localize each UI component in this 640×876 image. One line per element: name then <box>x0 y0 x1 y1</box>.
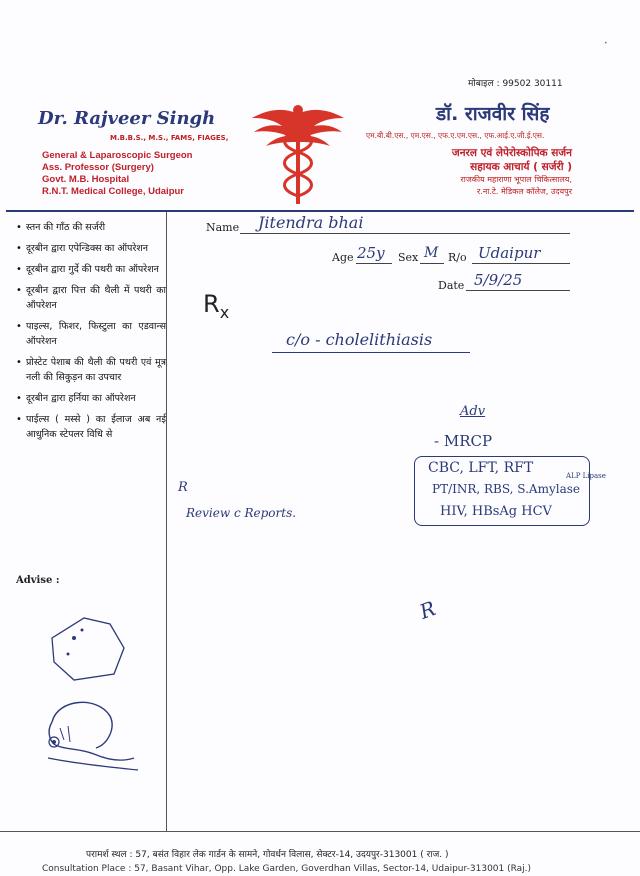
titles-english <box>42 150 192 198</box>
date-line <box>466 290 570 291</box>
rx-symbol <box>203 290 229 322</box>
residence-line <box>472 263 570 264</box>
patient-sex: M <box>424 245 439 261</box>
edge-mark: • <box>604 40 608 47</box>
sex-label: Sex <box>398 251 419 264</box>
complaint-underline <box>272 352 470 353</box>
footer-divider <box>0 831 640 832</box>
footer-address-english: Consultation Place : 57, Basant Vihar, Opp. Lake Garden, Goverdhan Villas, Sector-14, Udaipur-313001 (Raj.) <box>42 864 532 874</box>
patient-age: 25y <box>357 244 385 262</box>
title-line: जनरल एवं लेपेरोस्कोपिक सर्जन <box>451 147 572 159</box>
patient-name: Jitendra bhai <box>258 213 364 232</box>
title-line: General & Laparoscopic Surgeon <box>42 150 193 161</box>
service-item: • स्तन की गाँठ की सर्जरी <box>16 220 166 235</box>
service-item: • पाइल्स, फिशर, फिस्टुला का एडवान्स ऑपरेशन <box>16 319 166 349</box>
qualifications-hindi: एम.बी.बी.एस., एम.एस., एफ.ए.एम.एस., एफ.आई.ए.जी.ई.एस. <box>366 131 545 140</box>
service-item: • दूरबीन द्वारा हर्निया का ऑपरेशन <box>16 391 166 406</box>
anatomy-sketch-liver <box>44 608 134 688</box>
rx-symbol-sub: x <box>219 303 230 322</box>
name-line <box>240 233 570 234</box>
service-item: • दूरबीन द्वारा पित्त की थैली में पथरी का ऑपरेशन <box>16 283 166 313</box>
title-line: Ass. Professor (Surgery) <box>42 162 154 173</box>
rx-symbol-letter: R <box>203 290 220 318</box>
sex-line <box>420 263 444 264</box>
doctor-name-hindi: डॉ. राजवीर सिंह <box>436 103 550 125</box>
investigations-extra: ALP Lipase <box>566 472 606 480</box>
name-label: Name <box>206 221 240 234</box>
service-item: • प्रोस्टेट पेशाब की थैली की पथरी एवं मूत्र नली की सिकुड़न का उपचार <box>16 355 166 385</box>
sidebar-divider <box>166 212 167 832</box>
caduceus-logo <box>250 100 346 206</box>
title-line: R.N.T. Medical College, Udaipur <box>42 186 184 197</box>
date-label: Date <box>438 279 465 292</box>
mobile-number: मोबाइल : 99502 30111 <box>468 79 563 89</box>
service-item: • दूरबीन द्वारा गुर्दे की पथरी का ऑपरेशन <box>16 262 166 277</box>
service-item: • दूरबीन द्वारा एपेन्डिक्स का ऑपरेशन <box>16 241 166 256</box>
chief-complaint: c/o - cholelithiasis <box>286 330 433 349</box>
anatomy-sketch-gallbladder <box>38 692 148 776</box>
advice-heading: Adv <box>460 404 486 419</box>
residence-label: R/o <box>448 251 467 264</box>
advise-label: Advise : <box>16 575 60 586</box>
review-note: Review c Reports. <box>186 506 297 520</box>
visit-date: 5/9/25 <box>474 271 523 289</box>
qualifications-english: M.B.B.S., M.S., FAMS, FIAGES, <box>110 134 229 142</box>
service-item: • पाईल्स ( मस्से ) का ईलाज अब नई आधुनिक स्टेपलर विधि से <box>16 412 166 442</box>
titles-hindi <box>452 146 572 198</box>
services-list <box>16 220 166 448</box>
investigations-line-2: PT/INR, RBS, S.Amylase <box>432 482 580 496</box>
title-line: सहायक आचार्य ( सर्जरी ) <box>470 161 572 173</box>
footer-address-hindi: परामर्श स्थल : 57, बसंत विहार लेक गार्डन के सामने, गोवर्धन विलास, सेक्टर-14, उदयपुर-313001 ( राज. ) <box>86 850 449 860</box>
title-line: Govt. M.B. Hospital <box>42 174 130 185</box>
title-line: राजकीय महाराणा भूपाल चिकित्सालय, <box>460 175 572 184</box>
title-line: र.ना.टे. मेडिकल कॉलेज, उदयपुर <box>477 187 572 196</box>
age-label: Age <box>332 251 354 264</box>
header-divider <box>6 210 634 212</box>
rx-mark: R <box>178 480 188 495</box>
advice-mrcp: - MRCP <box>434 432 493 450</box>
age-line <box>356 263 392 264</box>
patient-residence: Udaipur <box>478 244 541 262</box>
doctor-signature: R <box>416 596 439 624</box>
investigations-line-3: HIV, HBsAg HCV <box>440 504 552 519</box>
investigations-line-1: CBC, LFT, RFT <box>428 460 534 476</box>
doctor-name-english: Dr. Rajveer Singh <box>38 108 216 129</box>
